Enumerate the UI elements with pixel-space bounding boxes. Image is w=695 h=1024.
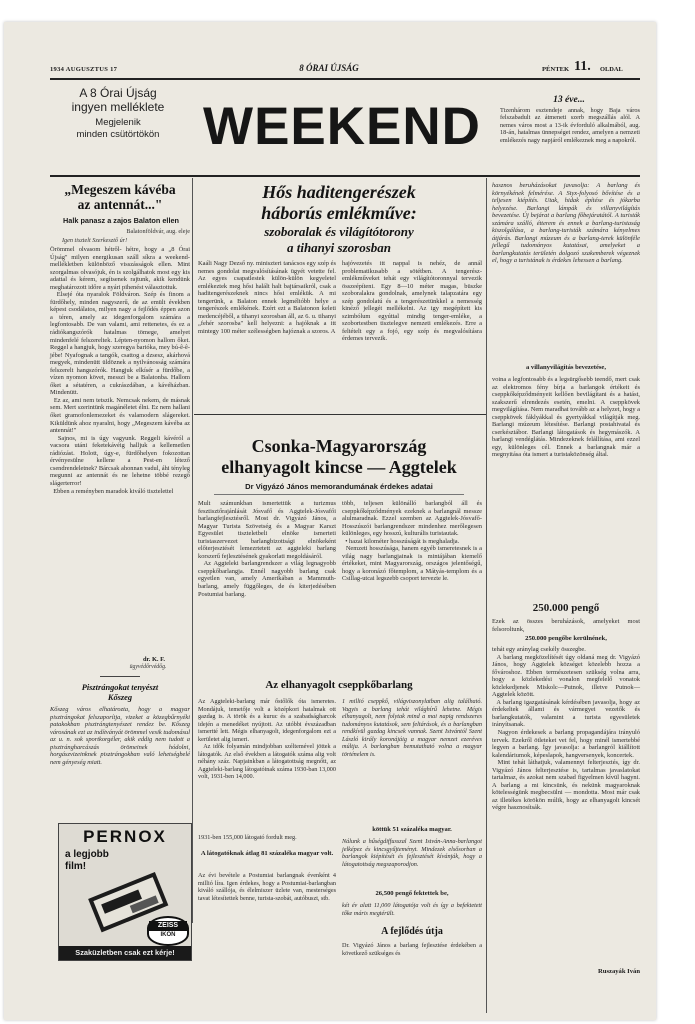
left-divider xyxy=(100,676,140,677)
anniversary-body: Tizenhárom esztendeje annak, hogy Baja város felszabadult az átmeneti szerb megszállás alól. A nemes város most a 13-ik évforduló alkalmából, aug. 18-án, hatalmas ünnepséget rendez, amelyen a nemzeti emlékezés nagy napjáról emlékeznek meg a napokról. xyxy=(500,107,642,144)
header-bottom-rule xyxy=(50,175,640,177)
ikon-text: IKON xyxy=(160,932,176,938)
cave-col-2: 1 millió cseppkő, világviszonylatban alig található. Vagyis a barlang tehát világhírű lehetne. Mégis elhanyagolt, nem folytak mind a mai napig rendszeres tudományos kutatások, sem feltárások, és a barlangban rendkívül gazdag kincsek vannak. Szent Istvántól Szent László király koronájáig a magyar nemzet ezeréves múltja. A barlangban bemutatható volna a magyar történelem is. xyxy=(342,698,484,758)
trout-title xyxy=(50,683,190,703)
left-article-title-line-1: „Megeszem kávéba xyxy=(64,182,176,197)
pernox-tagline-1: a legjobb xyxy=(65,849,109,860)
war-memorial-title xyxy=(196,182,482,256)
supplement-line-4: minden csütörtökön xyxy=(76,129,160,140)
right-col-stat: 250.000 pengő xyxy=(532,602,600,614)
left-article-body: Örömmel olvasom hétről- hétre, hogy a „8 Órai Újság" milyen energikusan száll síkra a weekend-mellékletben különböző visszásságok ellen. Mint szorgalmas olvasójuk, én is szolgálhatok most egy kis adattal és kérem, segítsenek rajtunk, akik kendünk meghatározott időre a nyári pihenést választottuk. Elsejé óta nyaralok Földváron. Szép és finom a fürdőhely, minden nagyszerű, de az emült években képest csodálatos, milyen nagy a fejlődés éppen azon a téren, amely az idegenforgalom számára a legfontosabb. De van valami, ami rettenetes, és ez a rádiókangszórók hatalmas tömege, amelyet mindenfelé felszereltek. Lépten-nyomon hallom őket. Reggel a hangjuk, hogy szeregya barióka, mey bú-ê-ê-jébe! Nyafognak a tangók, csattog a dzsesz, akárhová megyek, mindenütt üldöznek a nyilvánosság számára felszerelt hangszórók. Hangjuk elkísér a fürdőbe, a vízen nyomon követ, messzi be a Balatonba. Hallom őket a sétatéren, a cukrászdában, a kávéházban. Mindenütt. Ez az, ami nem tetszik. Nemcsak nekem, de másnak sem. Mert szerintünk magánéletet élni. Ez nem hallani őket gramofonlemezeket és valamodern slágereket. Kiküldünk ahoz nyaralni, hogy „Megeszem kávéba az antennát!" Sajnos, mi is úgy vagyunk. Reggeli kávéról a vacsora utáni feketekávéig halljuk a kellemetlen rádiózást. Holott, úgy-e, fürdőhelyen fokozottan érvényesülne kellene a Pest-en létező csendrendeletnek? Bárcsak ahonnan vadul, áhi tényleg megunni az antennát és ne lehetne többé rezegő slágerterror! Ebben a reményben maradok kiváló tisztelettel xyxy=(50,246,191,495)
left-article-title xyxy=(50,182,190,212)
csonka-subtitle: Dr Vigyázó János memorandumának érdekes adatai xyxy=(245,482,433,491)
war-memorial-title-line-1: Hős haditengerészek xyxy=(262,182,416,202)
section-title: WEEKEND xyxy=(203,97,481,156)
war-memorial-title-line-4: a tihanyi szorosban xyxy=(286,240,392,255)
masthead-rule xyxy=(50,78,640,80)
war-memorial-bottom-rule xyxy=(194,414,486,415)
right-col-body-1: hasznos beruházásokat javasolja: A barlang és környékének felmérése. A Styx-folyosó bővítése és a teljesen kiépítés. Utak, hidak építése és jókarba helyezése. Barlangi lámpák és villanyvilágítás bevezetése. Új bejárat a barlang főbejáratától. A turisták számára szálló, étterem és ennek a barlang-turistaság kiszolgálása, a barlang-turisták számára kényelmes átjárás. Barlangi múzeum és a barlang-terek különféle jellegű tudományos kutatásai, amelyeket a barlangkutatás területén dolgozó szakemberek végeznek el, hogy a turistának is érdekes lehessen a barlang. xyxy=(492,182,642,265)
war-memorial-col-2: hajóvezetés itt nappal is nehéz, de annál problematikusabb a sötétben. A tengerész-emlékműveket tehát egy világítótoronnyal tervezik összeépíteni. Egy 8—10 méter magas, büszke szoboralakra gondolnak, amelynek talapzatára egy szép gondolatú és a tengerészetünkkel a nemesség kinéző jellegét mellékelni. Az igy megépített kis szimbólum egyúttal mindig tenger-emléke, a szobortestben tisztelegve nemzeti emlékezés. Erre a feltételt egy a fojó, egy szép és megvalósításra érdemes tervezik. xyxy=(342,260,484,343)
trout-title-line-2: Kőszeg xyxy=(107,693,133,702)
left-article-signature-sub: ügyvédőrvédőg. xyxy=(129,664,167,670)
csonka-col-2: több, teljesen különálló barlangból áll és cseppkőképződmények ezeknek a barlangnál messze alulmaradnak. Ezzel szemben az Aggtelek-Jósvafő-Hosszúszói barlangrendszer mindenhez merőlegesen különleges, egy hosszú, kulturális turistautak. • hazai kilométer hosszúságát is meghaladja. Nemzeti hosszúsága, hanem egyéb ismeretesnek is a világ nagy barlangjainak is mintájában kiemelő értékeket, mint Magyarország, országos jelentőségű, hogy a koronázó főtemplom, a Mátyás-templom és a Csillag-utcai legszebb csoport tervezte le. xyxy=(342,500,482,583)
supplement-line-3: Megjelenik xyxy=(95,117,141,128)
csonka-title-line-1: Csonka-Magyarország xyxy=(251,436,427,456)
cave-col-1b: Az évi bevétele a Postumiai barlangnak évenként 4 millió líra. Igen érdekes, hogy a Postumiai-barlangban kiváló szállója, és élelmiszer üzlete van, mesterséges tavat létesítettek benne, turista-szobát, autóbuszt, stb. xyxy=(198,872,338,902)
war-memorial-col-1: Kaáli Nagy Dezső ny. miniszteri tanácsos egy szép és nemes gondolat megvalósításának ügyét vetette fel. Az egyes csapatlestek külön-külön kegyeletel emlékeztek meg hősi halált halt bajtársaikról, csak a haditengerészeknek nincs hősi emlékük. A mi tengerünk, a Balaton ennek legméltóbb helye a tengerészek emlékének. Ezért ezt a Balatonon keleti medencéjéből, a tihanyi szorosban áll, az 6. u. tihanyi „fehér szorosba" kell helyezni: a hajóknak a itt mintegy 100 méter szélességben hajóznak a szoros. A xyxy=(198,260,338,335)
development-body: Dr. Vigyázó János a barlang fejlesztése érdekében a következő szükséges és xyxy=(342,942,484,957)
csonka-title-line-2: elhanyagolt kincse — Aggtelek xyxy=(221,457,457,477)
right-col-signature: Ruszayák Iván xyxy=(598,968,640,975)
cave-stat-2: 26,500 pengő fektettek be, xyxy=(375,890,449,897)
column-divider-2 xyxy=(486,178,487,1013)
csonka-title xyxy=(196,436,482,478)
pernox-ad xyxy=(58,823,192,961)
supplement-line-1: A 8 Órai Újság xyxy=(79,86,157,100)
development-subhead: A fejlődés útja xyxy=(381,926,443,937)
right-col-subhead: a villanyvilágítás bevezetése, xyxy=(525,364,607,371)
cave-col-2c: két év alatt 11,000 látogatója volt és így a befektetett tőke máris megtérült. xyxy=(342,902,484,917)
masthead-page-label: OLDAL xyxy=(600,66,623,73)
right-col-body-4: tehát egy aránylag csekély összegbe. A barlang megközelítését úgy oldaná meg dr. Vigyázó János, hogy Aggtelek községet közelebb hozza a fővároshoz. Ebben természetesen szükség volna arra, hogy a közlekedési vonalon megfelelő vonatok közlekedjenek Miskolc—Putnok, illetve Putnok—Aggtelek között. A barlang igazgatásának kérdésében javasolja, hogy az érdekeltek állami és vármegyei vezetők és barlangkutatók, valamint a turista egyesületek irányítsanak. Nagyon érdekesek a barlang propagandájára irányuló tervek. Ezekről ötleteket vet fel, hogy minél ismertebbé legyen a barlang. Így javasolja: a barlangról kiállított kalendáriumok, képeslapok, hangversenyek, koncertek. Mint tehát láthatjuk, valamennyi felterjesztés, így dr. Vigyázó János felterjesztése is, tartalmas javaslatokat tartalmaz, és azokat nem szabad figyelmen kívül hagyni. A barlang a mi kincsünk, és nekünk magyaroknak kötelességünk megbecsülni — mondotta. Most már csak az illetékes körökön múlik, hogy az elhanyagolt kincsét végre hasznosítsák. xyxy=(492,646,641,812)
cave-bold-1: A látogatóknak átlag 81 százaléka magyar volt. xyxy=(200,850,334,857)
left-article-signature: dr. K. F. xyxy=(142,656,166,663)
column-divider-1 xyxy=(192,178,193,923)
right-col-body-3: Ezek az összes beruházások, amelyeket most felsoroltunk, xyxy=(492,618,642,633)
masthead-day: PÉNTEK xyxy=(542,66,570,73)
right-col-body-2: voina a legfontosabb és a legsürgősebb teendő, mert csak az elektromos fény bírja a barlangok értékeit és cseppkőképződményeit kellően bevilágítani és a hatást, szakszerű elrendezés esetén, emelni. A cseppkövek megvilágítása. Nem maradhat tovább az a helyzet, hogy a cseppkövek fáklyákkal és gyertyákkal világítják meg. Barlangi múzeum létesítése. Barlangi postahivatal és cserkésztábor. Barlangi látogatások és hegymászók. A barlangi vendéglátás. Mindezeknek felállítása, ami ezzel egy, különleges cél. Ennek a barlangnak már a megnyitása óta ismert a turistaközönség által. xyxy=(492,376,642,459)
newspaper-page xyxy=(4,22,656,1020)
left-article-greeting: Igen tisztelt Szerkesztő úr! xyxy=(62,237,128,244)
anniversary-title: 13 éve... xyxy=(553,95,585,105)
zeiss-text: ZEISS xyxy=(149,921,187,931)
cave-col-2b: Nálunk a hűségdiffusszal Szent István-Anna-barlangot jelképez és kincsgyűjteményt. Mindezek elsősorban a barlangok kiépítését és fejlesztését kívánják, hogy a látogatottság megszaporodjon. xyxy=(342,838,484,868)
cave-col-1: Az Aggteleki-barlang már őstőlők óta ismeretes. Mondájuk, temetője volt a középkori hatalmak ott gazdag is. A török és a kuruc és a szabadságharcok idején a menedéket nyújtott. Az utóbbi évszázadban ismertté lett. Mégis elhanyagolt, idegenforgalom ezt a kerületet alig ismeri. Az idők folyamán mindjobban széltemével jöttek a látogatók. Az első években a látogatók száma alig volt néhány száz. Napjainkban a látogatottság megnőtt, az Aggteleki-barlang látogatóinak száma 1930-ban 13,000 volt, 1931-ben 14,000. xyxy=(198,698,336,781)
cave-subhead: Az elhanyagolt cseppkőbarlang xyxy=(265,679,413,691)
cave-stat-1: 1931-ben 155,000 látogató fordult meg. xyxy=(198,834,297,841)
right-col-bold: 250.000 pengőbe kerülnének, xyxy=(525,635,607,642)
csonka-col-1: Mult számunkban ismertettük a turizmus fesztisztőrajánlását Jósvafő és Aggtelek-Jósvafői barlangfejlesztésről. Most dr. Vigyázó János, a Magyar Turista Szövetség és a Magyar Karszt Egyesület tiszteletbeli elnöke ismerteti turistaszervezet barlangbizottsági elnökeként előterjesztését lemezrtetett az aggteleki barlang korszerű fejlesztésének gyakorlati megoldásáról. Az Aggteleki barlangrendszer a világ legnagyobb cseppkőbarlangja. Ennél nagyobb barlang csak egyetlen van, amely Amerikában a Mammuth-barlang, amely függőleges, de és kiterjedésében Postumiai barlang. xyxy=(198,500,336,598)
left-article-dateline: Balatonföldvár, aug. eleje xyxy=(126,228,190,235)
masthead-logo: 8 ÓRAI ÚJSÁG xyxy=(299,63,359,73)
pernox-footer: Szaküzletben csak ezt kérje! xyxy=(59,946,191,960)
masthead-date: 1934 AUGUSZTUS 17 xyxy=(50,66,118,73)
pernox-brand: PERNOX xyxy=(83,827,167,846)
left-article-title-line-2: az antennát..." xyxy=(77,197,163,212)
cave-bold-2: köttük 51 százaléka magyar. xyxy=(372,826,452,833)
left-article-subtitle: Halk panasz a zajos Balaton ellen xyxy=(63,216,179,225)
war-memorial-title-line-3: szoboralak és világítótorony xyxy=(264,224,414,239)
war-memorial-title-line-2: háborús emlékműve: xyxy=(261,203,417,223)
trout-title-line-1: Pisztrángokat tenyészt xyxy=(81,683,159,692)
zeiss-ikon-logo xyxy=(147,916,189,946)
supplement-line-2: ingyen melléklete xyxy=(71,100,165,114)
pernox-tagline-2: film! xyxy=(65,861,87,872)
masthead-page-number: 11. xyxy=(574,59,591,74)
trout-body: Kőszeg város elhatározta, hogy a magyar pisztrángokat felszaporítja, vizeket a közegbűrnyéki patakokban pisztrángtenyészet rendez be. Kőszeg városának ezt az indítványát örömmel vesik tudomásul az u. n. sok sportkorgéler, akik eddig nem tudott a pisztrángharcászás örömeinek hódolni, horgászvizeinknek pisztrángokban való lehetségbelé nem gényeség miatt. xyxy=(50,706,192,766)
supplement-notice xyxy=(50,86,186,174)
csonka-subtitle-rule xyxy=(214,494,464,495)
